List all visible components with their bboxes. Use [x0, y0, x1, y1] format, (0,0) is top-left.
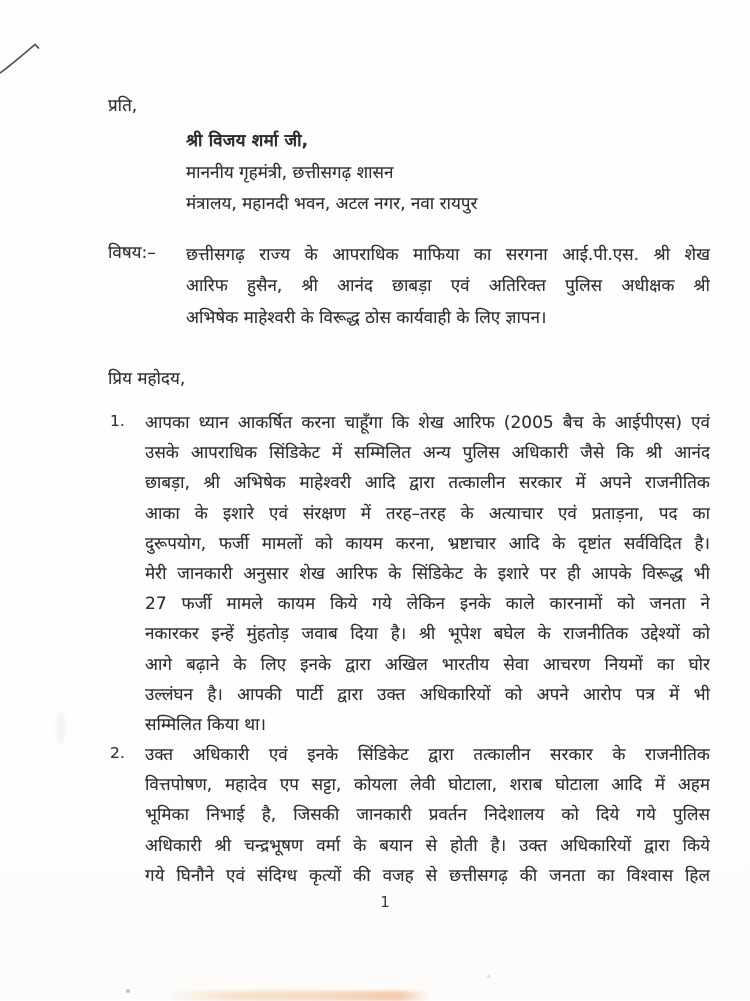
body-line: गये घिनौने एवं संदिग्ध कृत्यों की वजह से छत्तीसगढ़ की जनता का विश्वास हिल — [145, 865, 710, 886]
paragraph-number: 1. — [110, 412, 125, 430]
body-line: 27 फर्जी मामले कायम किये गये लेकिन इनके काले कारनामों को जनता ने — [145, 594, 710, 615]
body-line: सम्मिलित किया था। — [145, 714, 267, 735]
body-line: नकारकर इन्हें मुंहतोड़ जवाब दिया है। श्री भूपेश बघेल के राजनीतिक उद्देश्यों को — [145, 624, 710, 645]
page-number: 1 — [380, 893, 390, 911]
body-line: अधिकारी श्री चन्द्रभूषण वर्मा के बयान से होती है। उक्त अधिकारियों द्वारा किये — [145, 835, 710, 856]
subject-line: अभिषेक माहेश्वरी के विरूद्ध ठोस कार्यवाही के लिए ज्ञापन। — [186, 307, 547, 328]
body-line: उक्त अधिकारी एवं इनके सिंडिकेट द्वारा तत्कालीन सरकार के राजनीतिक — [145, 745, 710, 765]
body-line: आपका ध्यान आकर्षित करना चाहूँगा कि शेख आरिफ (2005 बैच के आईपीएस) एवं — [145, 413, 710, 433]
body-line: उल्लंघन है। आपकी पार्टी द्वारा उक्त अधिकारियों को अपने आरोप पत्र में भी — [145, 684, 710, 705]
recipient-name: श्री विजय शर्मा जी, — [186, 131, 309, 151]
paragraph-number: 2. — [110, 744, 125, 762]
body-line: भूमिका निभाई है, जिसकी जानकारी प्रवर्तन निदेशालय को दिये गये पुलिस — [145, 805, 710, 826]
scan-speck-artifact — [126, 989, 130, 993]
subject-label: विषय:– — [108, 243, 156, 263]
subject-text — [186, 240, 710, 334]
body-line: दुरूपयोग, फर्जी मामलों को कायम करना, भ्रष्टाचार आदि के दृष्टांत सर्वविदित है। — [145, 533, 710, 554]
paragraph-1 — [145, 408, 710, 740]
body-line: आका के इशारे एवं संरक्षण में तरह–तरह के अत्याचार एवं प्रताड़ना, पद का — [145, 503, 710, 524]
body-line: छाबड़ा, श्री अभिषेक माहेश्वरी आदि द्वारा तत्कालीन सरकार में अपने राजनीतिक — [145, 473, 710, 494]
body-line: उसके आपराधिक सिंडिकेट में सम्मिलित अन्य पुलिस अधिकारी जैसे कि श्री आनंद — [145, 443, 710, 464]
subject-line: आरिफ हुसैन, श्री आनंद छाबड़ा एवं अतिरिक्त पुलिस अधीक्षक श्री — [186, 276, 710, 297]
body-line: वित्तपोषण, महादेव एप सट्टा, कोयला लेवी घोटाला, शराब घोटाला आदि में अहम — [145, 775, 710, 796]
to-label: प्रति, — [108, 96, 138, 116]
body-line: मेरी जानकारी अनुसार शेख आरिफ के सिंडिकेट के इशारे पर ही आपके विरूद्ध भी — [145, 563, 710, 584]
pen-stroke-artifact — [0, 36, 50, 82]
body-line: आगे बढ़ाने के लिए इनके द्वारा अखिल भारतीय सेवा आचरण नियमों का घोर — [145, 654, 710, 675]
recipient-block — [186, 126, 477, 221]
subject-line: छत्तीसगढ़ राज्य के आपराधिक माफिया का सरगना आई.पी.एस. श्री शेख — [186, 245, 710, 265]
scan-smudge-artifact — [57, 712, 64, 744]
recipient-address: मंत्रालय, महानदी भवन, अटल नगर, नवा रायपुर — [186, 194, 478, 214]
greeting: प्रिय महोदय, — [108, 369, 186, 389]
scan-speck-artifact — [487, 975, 490, 978]
recipient-title: माननीय गृहमंत्री, छत्तीसगढ़ शासन — [186, 162, 394, 183]
paragraph-2 — [145, 740, 710, 891]
